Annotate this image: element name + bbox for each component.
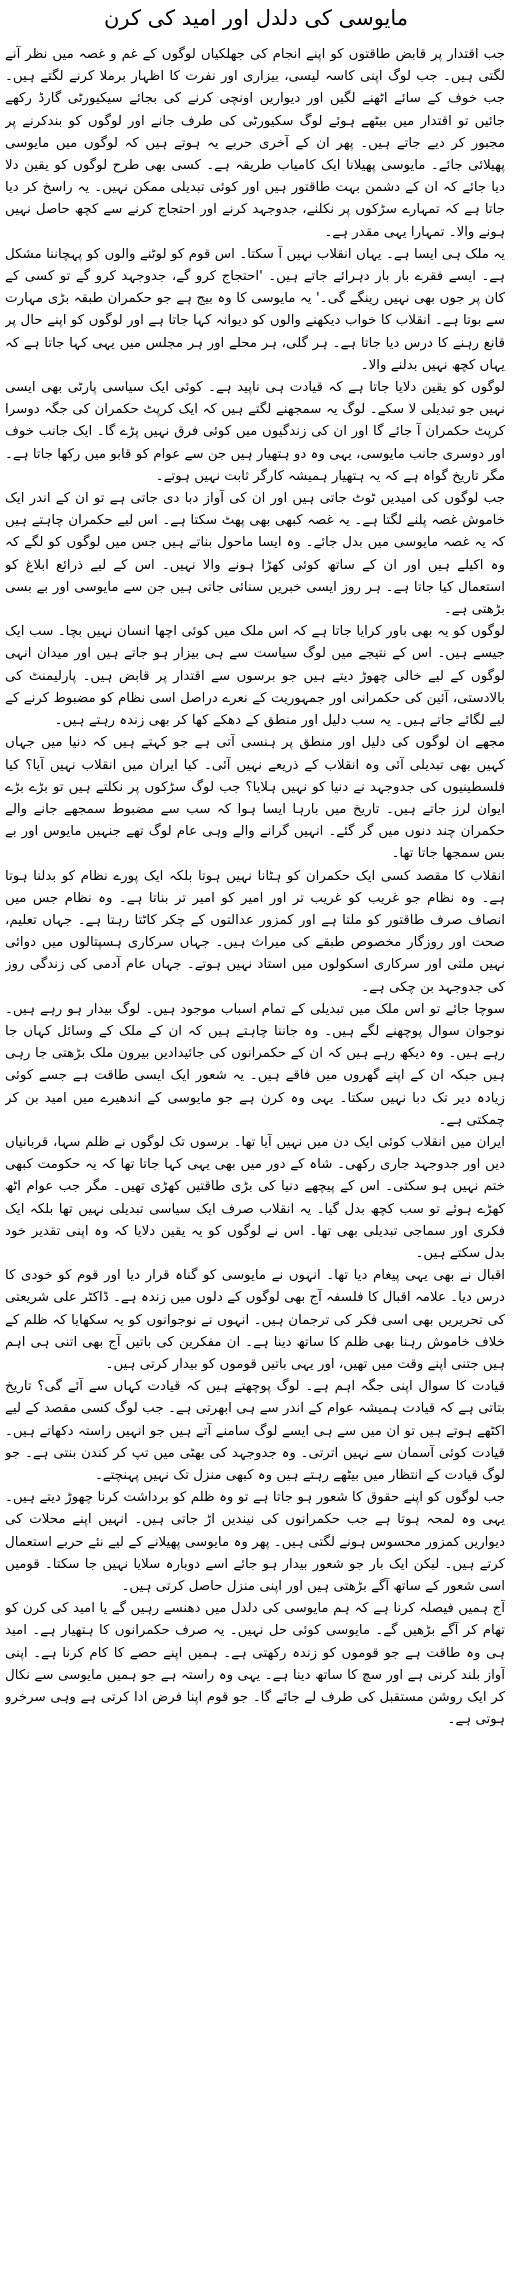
article-paragraph: قیادت کا سوال اپنی جگہ اہم ہے۔ لوگ پوچھتے ہیں کہ قیادت کہاں سے آئے گی؟ تاریخ بتاتی ہے کہ قیادت ہمیشہ عوام کے اندر سے ہی ابھرتی ہے۔ جب لوگ کسی مقصد کے لیے اکٹھے ہوتے ہیں تو ان میں سے ہی ایسے لوگ سامنے آتے ہیں جو انہیں راستہ دکھاتے ہیں۔ قیادت کوئی آسمان سے نہیں اترتی۔ وہ جدوجہد کی بھٹی میں تپ کر کندن بنتی ہے۔ جو لوگ قیادت کے انتظار میں بیٹھے رہتے ہیں وہ کبھی منزل تک نہیں پہنچتے۔ [5,1379,505,1483]
article-paragraph: یہ ملک ہی ایسا ہے۔ یہاں انقلاب نہیں آ سکتا۔ اس قوم کو لوٹنے والوں کو پہچاننا مشکل ہے۔ ایسے فقرے بار بار دہرائے جاتے ہیں۔ 'احتجاج کرو گے، جدوجہد کرو گے تو کسی کے کان پر جوں بھی نہیں رینگے گی۔' یہ مایوسی کا وہ بیج ہے جو حکمران طبقہ بڑی مہارت سے بوتا ہے۔ انقلاب کا خواب دیکھنے والوں کو دیوانہ کہا جاتا ہے اور لوگوں کو اپنے حال پر قانع رہنے کا درس دیا جاتا ہے۔ ہر گلی، ہر محلے اور ہر مجلس میں یہی کہا جاتا ہے کہ یہاں کچھ نہیں بدلنے والا۔ [5,246,505,373]
article-paragraph: سوچا جائے تو اس ملک میں تبدیلی کے تمام اسباب موجود ہیں۔ لوگ بیدار ہو رہے ہیں۔ نوجوان سوال پوچھنے لگے ہیں۔ وہ جاننا چاہتے ہیں کہ ان کے ملک کے وسائل کہاں جا رہے ہیں۔ وہ دیکھ رہے ہیں کہ ان کے حکمرانوں کی جائیدادیں بیرون ملک بڑھتی جا رہی ہیں جبکہ ان کے اپنے گھروں میں فاقے ہیں۔ یہ شعور ایک ایسی طاقت ہے جسے کوئی زیادہ دیر تک دبا نہیں سکتا۔ یہی وہ کرن ہے جو مایوسی کے اندھیرے میں امید بن کر چمکتی ہے۔ [5,1001,505,1128]
article-paragraph: اقبال نے بھی یہی پیغام دیا تھا۔ انہوں نے مایوسی کو گناہ قرار دیا اور قوم کو خودی کا درس دیا۔ علامہ اقبال کا فلسفہ آج بھی لوگوں کے دلوں میں زندہ ہے۔ ڈاکٹر علی شریعتی کی تحریریں بھی اسی فکر کی ترجمان ہیں۔ انہوں نے نوجوانوں کو یہ سکھایا کہ ظلم کے خلاف خاموش رہنا بھی ظلم کا ساتھ دینا ہے۔ ان مفکرین کی باتیں آج بھی اتنی ہی اہم ہیں جتنی اپنے وقت میں تھیں، اور یہی باتیں قوموں کو بیدار کرتی ہیں۔ [5,1268,505,1372]
article-paragraph: مجھے ان لوگوں کی دلیل اور منطق پر ہنسی آتی ہے جو کہتے ہیں کہ دنیا میں جہاں کہیں بھی تبدیلی آئی وہ انقلاب کے ذریعے نہیں آئی۔ کیا ایران میں انقلاب نہیں آیا؟ کیا فلسطینیوں کی جدوجہد نے دنیا کو نہیں ہلایا؟ جب لوگ سڑکوں پر نکلتے ہیں تو بڑے بڑے ایوان لرز جاتے ہیں۔ تاریخ میں بارہا ایسا ہوا کہ سب سے مضبوط سمجھے جانے والے حکمران چند دنوں میں گر گئے۔ انہیں گرانے والے وہی عام لوگ تھے جنہیں مایوس اور بے بس سمجھا جاتا تھا۔ [5,735,505,862]
article-paragraph: آج ہمیں فیصلہ کرنا ہے کہ ہم مایوسی کی دلدل میں دھنسے رہیں گے یا امید کی کرن کو تھام کر آگے بڑھیں گے۔ مایوسی کوئی حل نہیں۔ یہ صرف حکمرانوں کا ہتھیار ہے۔ امید ہی وہ طاقت ہے جو قوموں کو زندہ رکھتی ہے۔ ہمیں اپنے حصے کا کام کرنا ہے۔ اپنی آواز بلند کرنی ہے اور سچ کا ساتھ دینا ہے۔ یہی وہ راستہ ہے جو ہمیں مایوسی سے نکال کر ایک روشن مستقبل کی طرف لے جائے گا۔ جو قوم اپنا فرض ادا کرتی ہے وہی سرخرو ہوتی ہے۔ [5,1601,505,1728]
article-paragraph: لوگوں کو یہ بھی باور کرایا جاتا ہے کہ اس ملک میں کوئی اچھا انسان نہیں بچا۔ سب ایک جیسے ہیں۔ اس کے نتیجے میں لوگ سیاست سے ہی بیزار ہو جاتے ہیں اور میدان انہی لوگوں کے لیے خالی چھوڑ دیتے ہیں جو برسوں سے اقتدار پر قابض ہیں۔ پارلیمنٹ کی بالادستی، آئین کی حکمرانی اور جمہوریت کے نعرے دراصل اسی نظام کو مضبوط کرنے کے لیے لگائے جاتے ہیں۔ یہ سب دلیل اور منطق کے دھکے کھا کر بھی زندہ رہتے ہیں۔ [5,624,505,729]
article-body [5,44,505,2289]
article-headline: مایوسی کی دلدل اور امید کی کرن [103,6,409,30]
article-paragraph: ایران میں انقلاب کوئی ایک دن میں نہیں آیا تھا۔ برسوں تک لوگوں نے ظلم سہا، قربانیاں دیں اور جدوجہد جاری رکھی۔ شاہ کے دور میں بھی یہی کہا جاتا تھا کہ یہ حکومت کبھی ختم نہیں ہو سکتی۔ اس کے پیچھے دنیا کی بڑی طاقتیں کھڑی تھیں۔ مگر جب عوام اٹھ کھڑے ہوئے تو سب کچھ بدل گیا۔ یہ انقلاب صرف ایک سیاسی تبدیلی نہیں تھا بلکہ ایک فکری اور سماجی تبدیلی بھی تھا۔ اس نے لوگوں کو یہ یقین دلایا کہ وہ اپنی تقدیر خود بدل سکتے ہیں۔ [5,1134,505,1261]
article-paragraph: جب اقتدار پر قابض طاقتوں کو اپنے انجام کی جھلکیاں لوگوں کے غم و غصہ میں نظر آنے لگتی ہیں۔ جب لوگ اپنی کاسہ لیسی، بیزاری اور نفرت کا اظہار برملا کرنے لگتے ہیں۔ جب خوف کے سائے اٹھنے لگیں اور دیواریں اونچی کرنے کی بجائے سیکیورٹی گارڈ رکھے جائیں تو اقتدار میں بیٹھے ہوئے لوگ سکیورٹی کی طرف جانے اور لوگوں کو بندکرنے پر مجبور کر دیے جاتے ہیں۔ پھر ان کے آخری حربے یہ ہوتے ہیں کہ لوگوں میں مایوسی پھیلائی جائے۔ مایوسی پھیلانا ایک کامیاب طریقہ ہے۔ کسی بھی طرح لوگوں کو یقین دلا دیا جائے کہ ان کے دشمن بہت طاقتور ہیں اور کوئی تبدیلی ممکن نہیں۔ یہ راسخ کر دیا جاتا ہے کہ تمہارے سڑکوں پر نکلنے، جدوجہد کرنے اور احتجاج کرنے سے کچھ حاصل نہیں ہونے والا۔ تمہارا یہی مقدر ہے۔ [5,47,505,240]
article-paragraph: لوگوں کو یقین دلایا جاتا ہے کہ قیادت ہی ناپید ہے۔ کوئی ایک سیاسی پارٹی بھی ایسی نہیں جو تبدیلی لا سکے۔ لوگ یہ سمجھنے لگتے ہیں کہ ایک کرپٹ حکمران کی جگہ دوسرا کرپٹ حکمران آ جائے گا اور ان کی زندگیوں میں کوئی فرق نہیں پڑے گا۔ ایک جانب خوف اور دوسری جانب مایوسی، یہی وہ دو ہتھیار ہیں جن سے عوام کو قابو میں رکھا جاتا ہے۔ مگر تاریخ گواہ ہے کہ یہ ہتھیار ہمیشہ کارگر ثابت نہیں ہوتے۔ [5,380,505,484]
article-paragraph: انقلاب کا مقصد کسی ایک حکمران کو ہٹانا نہیں ہوتا بلکہ ایک پورے نظام کو بدلنا ہوتا ہے۔ وہ نظام جو غریب کو غریب تر اور امیر کو امیر تر بناتا ہے۔ وہ نظام جس میں انصاف صرف طاقتور کو ملتا ہے اور کمزور عدالتوں کے چکر کاٹتا رہتا ہے۔ جہاں تعلیم، صحت اور روزگار مخصوص طبقے کی میراث ہیں۔ جہاں سرکاری ہسپتالوں میں دوائی نہیں ملتی اور سرکاری اسکولوں میں استاد نہیں ہوتے۔ جہاں عام آدمی کی زندگی روز کی جدوجہد بن چکی ہے۔ [5,868,505,995]
article-paragraph: جب لوگوں کی امیدیں ٹوٹ جاتی ہیں اور ان کی آواز دبا دی جاتی ہے تو ان کے اندر ایک خاموش غصہ پلنے لگتا ہے۔ یہ غصہ کبھی بھی پھٹ سکتا ہے۔ اس لیے حکمران چاہتے ہیں کہ یہ غصہ مایوسی میں بدل جائے۔ وہ ایسا ماحول بناتے ہیں جس میں لوگوں کو لگے کہ وہ اکیلے ہیں اور ان کے ساتھ کوئی کھڑا ہونے والا نہیں۔ اس کے لیے ذرائع ابلاغ کو استعمال کیا جاتا ہے۔ ہر روز ایسی خبریں سنائی جاتی ہیں جن سے مایوسی اور بے بسی بڑھتی ہے۔ [5,491,505,618]
article-paragraph: جب لوگوں کو اپنے حقوق کا شعور ہو جاتا ہے تو وہ ظلم کو برداشت کرنا چھوڑ دیتے ہیں۔ یہی وہ لمحہ ہوتا ہے جب حکمرانوں کی نیندیں اڑ جاتی ہیں۔ انہیں اپنے محلات کی دیواریں کمزور محسوس ہونے لگتی ہیں۔ پھر وہ مایوسی پھیلانے کے لیے نئے حربے استعمال کرتے ہیں۔ لیکن ایک بار جو شعور بیدار ہو جائے اسے دوبارہ سلایا نہیں جا سکتا۔ قومیں اسی شعور کے ساتھ آگے بڑھتی ہیں اور اپنی منزل حاصل کرتی ہیں۔ [5,1490,505,1595]
